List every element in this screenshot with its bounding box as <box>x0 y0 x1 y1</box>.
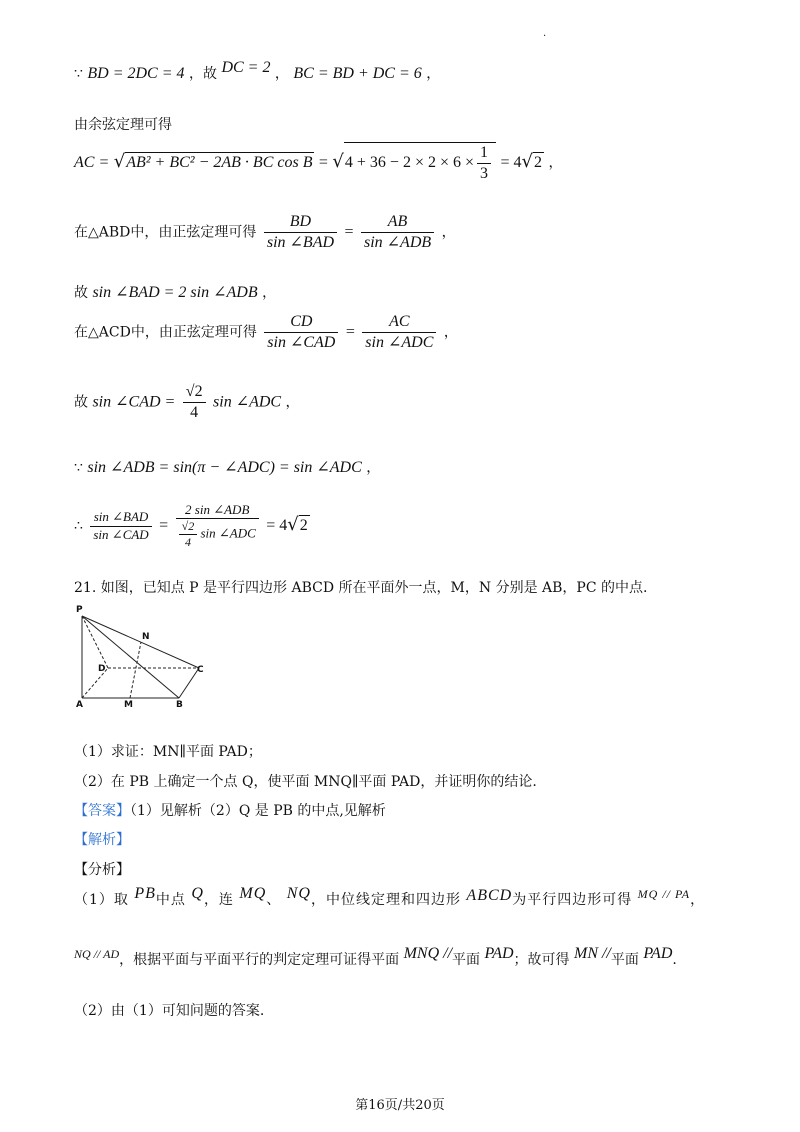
fenxi-tag: 【分析】 <box>74 862 130 878</box>
label-a: A <box>76 700 83 710</box>
line-sine-abd: 在△ABD中，由正弦定理可得 $\frac{BD}{\text{sin ∠BAD}}$ = $\frac{AB}{\text{sin ∠ADB}}$ ， <box>74 213 456 251</box>
fraction-compound: 2 sin ∠ADB $\frac{√2}{4}$ sin ∠ADC <box>176 502 259 550</box>
line-bad-result: 故 sin ∠BAD = 2 sin ∠ADB ， <box>74 284 277 301</box>
fraction-one-third: $\frac{1}{3}$ <box>477 143 491 184</box>
line-sine-acd: 在△ACD中，由正弦定理可得 $\frac{CD}{\text{sin ∠CAD}}$ = $\frac{AC}{\text{sin ∠ADC}}$ ， <box>74 313 458 351</box>
answer-tag: 【答案】 <box>74 803 130 819</box>
segment-mn <box>130 642 141 698</box>
geometry-figure <box>72 606 212 711</box>
radical-sign: √ <box>113 151 126 173</box>
label-m: M <box>124 700 133 710</box>
line-because-sin: ∵ sin ∠ADB = sin(π − ∠ADC) = sin ∠ADC ， <box>74 459 381 476</box>
line-cad-result: 故 sin ∠CAD = $\frac{√2}{4}$ sin ∠ADC ， <box>74 383 300 421</box>
eq-dc: DC = 2 <box>221 59 271 76</box>
fraction-ab: $\frac{AB}{\text{sin ∠ADB}}$ <box>361 212 434 253</box>
edge-pb <box>82 616 179 698</box>
eq-bd: BD = 2DC = 4 <box>87 65 185 82</box>
label-b: B <box>176 700 183 710</box>
fraction-ratio: $\frac{\text{sin ∠BAD}}{\text{sin ∠CAD}}$ <box>90 509 151 543</box>
radicand-1: AB² + BC² − 2AB · BC cos B <box>126 154 313 172</box>
therefore-symbol: ∵ <box>74 66 83 82</box>
line-given: ∵ BD = 2DC = 4 ，故 DC = 2 ， BC = BD + DC = 6 ， <box>74 59 441 82</box>
radicand-2: 4 + 36 − 2 × 2 × 6 × $\frac{1}{3}$ <box>344 142 496 184</box>
line-cosine-intro: 由余弦定理可得 <box>74 117 172 133</box>
answer-line: 【答案】（1）见解析（2）Q 是 PB 的中点,见解析 <box>74 803 386 819</box>
label-p: P <box>76 605 83 615</box>
fraction-cd: $\frac{CD}{\text{sin ∠CAD}}$ <box>264 312 338 353</box>
label-d: D <box>98 664 106 674</box>
fraction-root2-over-4: $\frac{√2}{4}$ <box>183 382 206 423</box>
eq-bc: BC = BD + DC = 6 <box>293 65 422 82</box>
line-final-ratio: ∴ $\frac{\text{sin ∠BAD}}{\text{sin ∠CAD}}$ = 2 sin ∠ADB $\frac{√2}{4}$ sin ∠ADC = 4√2 <box>74 502 308 550</box>
top-mark: . <box>543 28 547 39</box>
part-1: （1）求证：MN∥平面 PAD； <box>74 744 262 760</box>
label-c: C <box>197 665 204 675</box>
fraction-ac: $\frac{AC}{\text{sin ∠ADC}}$ <box>362 312 436 353</box>
fraction-bd: $\frac{BD}{\text{sin ∠BAD}}$ <box>264 212 337 253</box>
edge-pd <box>82 616 108 668</box>
radical-sign: √ <box>332 151 344 173</box>
analysis-line-3: （2）由（1）可知问题的答案. <box>74 1003 265 1019</box>
edge-bc <box>179 668 199 698</box>
analysis-line-2: NQ // AD，根据平面与平面平行的判定定理可证得平面 MNQ //平面 PAD；故可得 MN //平面 PAD. <box>74 945 677 968</box>
analysis-line-1: （1）取 PB中点 Q，连 MQ、 NQ，中位线定理和四边形 ABCD为平行四边形可得 MQ // PA， <box>74 885 706 908</box>
part-2: （2）在 PB 上确定一个点 Q，使平面 MNQ∥平面 PAD，并证明你的结论. <box>74 774 537 790</box>
analysis-tag: 【解析】 <box>74 832 130 848</box>
line-cosine-formula: AC = √AB² + BC² − 2AB · BC cos B = √4 + 36 − 2 × 2 × 6 × $\frac{1}{3}$ = 4√2 ， <box>74 144 563 182</box>
label-n: N <box>142 632 150 642</box>
page-footer: 第16页/共20页 <box>355 1098 445 1113</box>
question-21: 21. 如图，已知点 P 是平行四边形 ABCD 所在平面外一点，M，N 分别是 AB，PC 的中点. <box>74 580 648 596</box>
